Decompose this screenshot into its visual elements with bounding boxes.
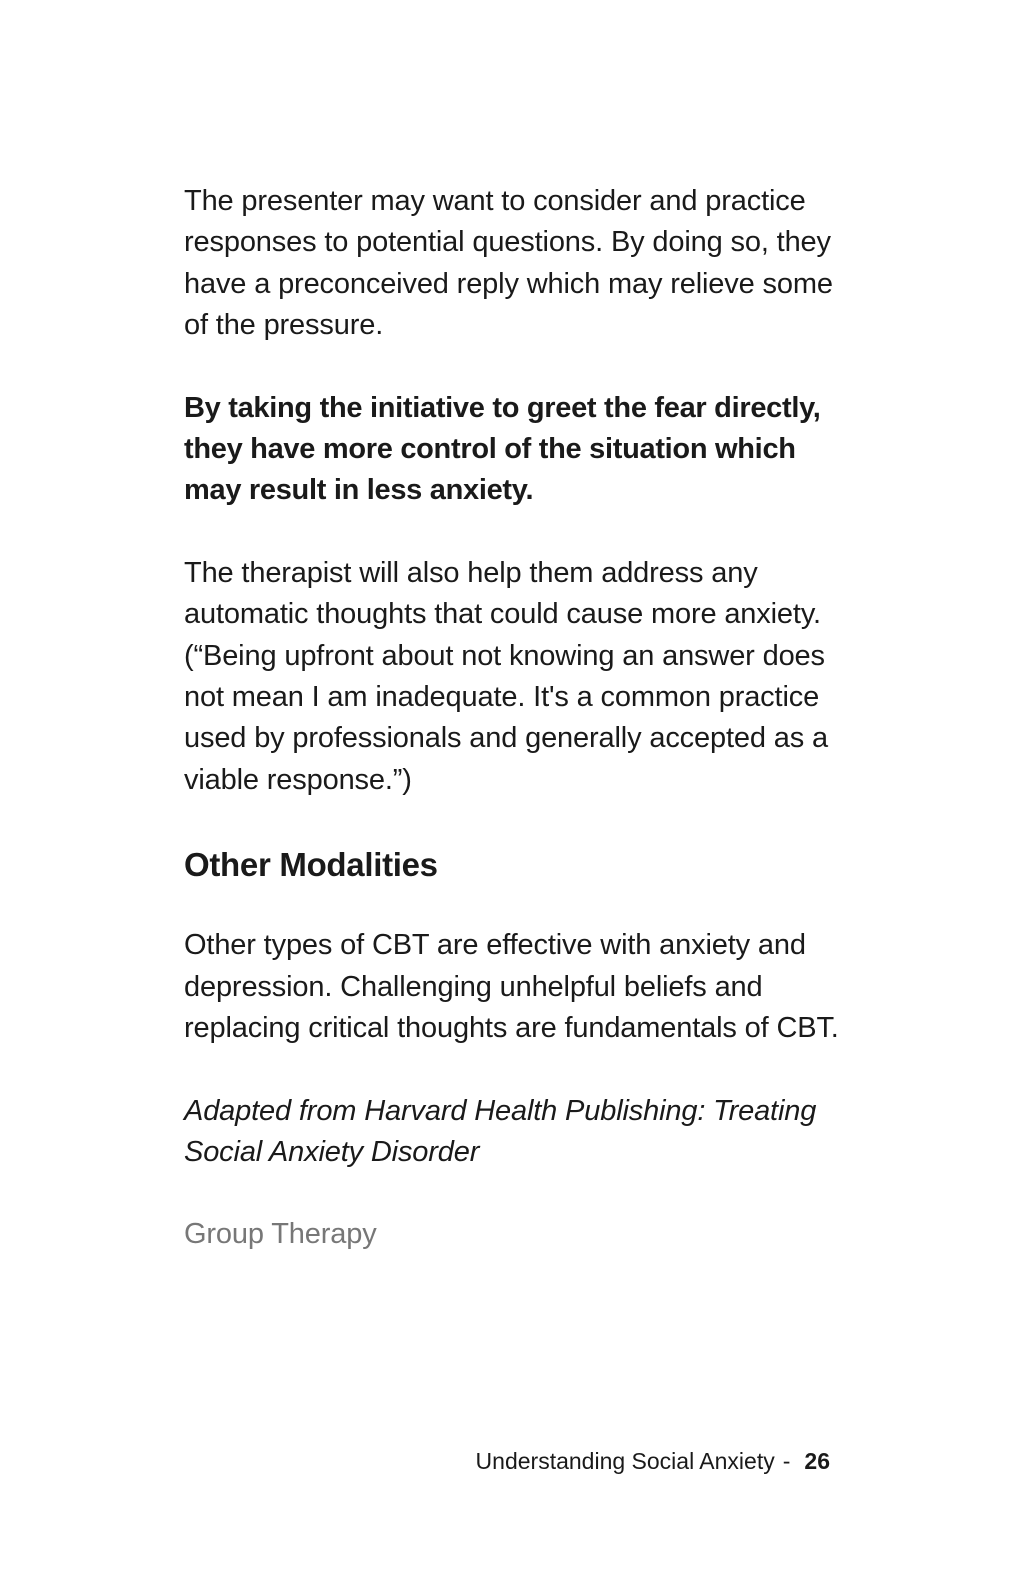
caption-group-therapy: Group Therapy bbox=[184, 1218, 377, 1251]
section-heading-other-modalities: Other Modalities bbox=[184, 846, 438, 884]
paragraph-other-cbt: Other types of CBT are effective with anxiety and depression. Challenging unhelpful beliefs and replacing critical thoughts are fundamentals of CBT. bbox=[184, 929, 839, 1045]
citation-source: Adapted from Harvard Health Publishing: Treating Social Anxiety Disorder bbox=[184, 1094, 817, 1168]
page-number: 26 bbox=[804, 1448, 830, 1474]
paragraph-automatic-thoughts: The therapist will also help them address any automatic thoughts that could cause more anxiety. (“Being upfront about not knowing an answer does not mean I am inadequate. It's a common practice used by professionals and generally accepted as a viable response.”) bbox=[184, 556, 828, 796]
footer-book-title: Understanding Social Anxiety bbox=[475, 1448, 775, 1474]
page-body bbox=[184, 181, 844, 1256]
paragraph-presenter-practice: The presenter may want to consider and practice responses to potential questions. By doing so, they have a preconceived reply which may relieve some of the pressure. bbox=[184, 185, 833, 342]
footer-separator: - bbox=[782, 1448, 791, 1474]
paragraph-bold-initiative: By taking the initiative to greet the fear directly, they have more control of the situation which may result in less anxiety. bbox=[184, 391, 821, 507]
page-footer bbox=[476, 1444, 830, 1478]
